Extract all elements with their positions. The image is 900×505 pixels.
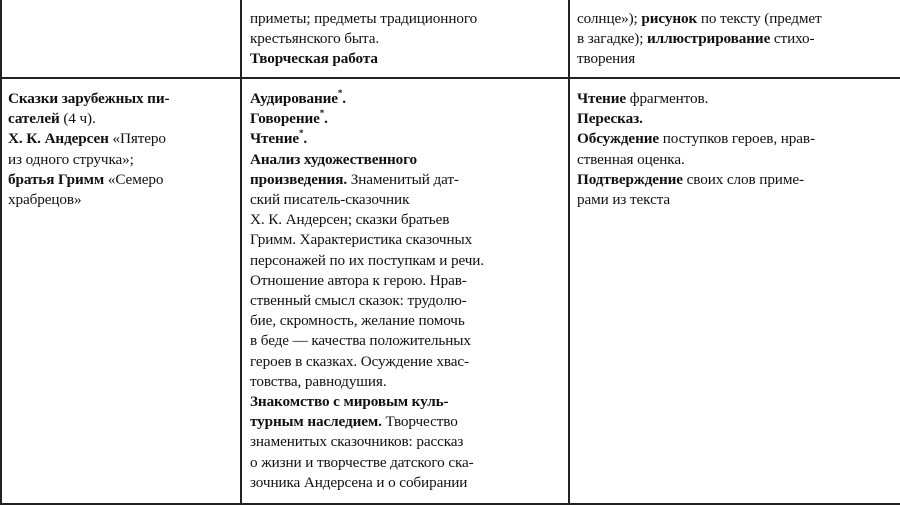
analysis-heading-cont: произведения.	[250, 170, 348, 188]
text-line: персонажей по их поступкам и речи.	[250, 251, 485, 269]
row2-col3-cell	[577, 89, 815, 210]
text-line	[250, 412, 484, 432]
reading-term: Чтение	[250, 130, 299, 148]
text-line	[577, 129, 815, 149]
text-fragment: Творчество	[381, 413, 458, 431]
text-line	[8, 129, 169, 149]
text-fragment: солнце»);	[577, 10, 642, 27]
author-grimm: братья Гримм	[8, 170, 105, 188]
text-line: о жизни и творчестве датского ска-	[250, 453, 474, 471]
author-andersen: Х. К. Андерсен	[8, 130, 109, 148]
heritage-heading-cont: турным наследием.	[250, 413, 382, 431]
illustrating-term: иллюстрирование	[647, 30, 771, 48]
text-line: рами из текста	[577, 191, 671, 209]
row1-col3-cell	[577, 9, 822, 70]
text-fragment: поступков героев, нрав-	[659, 130, 815, 148]
footnote-star: *	[319, 108, 325, 119]
section-title: Сказки зарубежных пи-	[8, 90, 170, 107]
listening-term: Аудирование	[250, 90, 338, 107]
retelling-term: Пересказ.	[577, 110, 643, 128]
period: .	[303, 130, 308, 148]
discussion-term: Обсуждение	[577, 130, 660, 148]
text-line: приметы; предметы традиционного	[250, 10, 478, 27]
footnote-star: *	[299, 128, 304, 139]
row2-col1-cell	[8, 89, 169, 210]
text-line: Х. К. Андерсен; сказки братьев	[250, 211, 450, 229]
text-line	[577, 29, 822, 49]
text-line: ственная оценка.	[577, 150, 685, 168]
text-line	[577, 89, 815, 109]
text-line: товства, равнодушия.	[250, 372, 387, 390]
text-line	[250, 129, 484, 149]
text-fragment: в загадке);	[577, 30, 648, 48]
column-divider-left	[0, 0, 2, 505]
text-line	[250, 392, 484, 412]
text-line: ственный смысл сказок: трудолю-	[250, 292, 467, 310]
text-line	[250, 109, 484, 129]
text-line: крестьянского быта.	[250, 30, 380, 48]
work-title: «Семеро	[104, 170, 164, 188]
heritage-heading: Знакомство с мировым куль-	[250, 393, 449, 411]
text-line	[8, 109, 169, 129]
speaking-term: Говорение	[250, 110, 320, 128]
row2-col2-cell	[250, 89, 484, 493]
column-divider-2	[568, 0, 570, 505]
period: .	[342, 90, 346, 107]
text-line-bold	[250, 49, 477, 69]
text-line: храбрецов»	[8, 191, 82, 209]
text-line	[250, 89, 484, 109]
section-title-cont: сателей	[8, 110, 60, 128]
text-line: Отношение автора к герою. Нрав-	[250, 271, 467, 289]
hours-count: (4 ч).	[59, 110, 96, 128]
text-line	[577, 109, 815, 129]
period: .	[324, 110, 328, 128]
text-line: знаменитых сказочников: рассказ	[250, 433, 464, 451]
row-divider	[0, 77, 900, 79]
row1-col2-cell	[250, 9, 477, 70]
text-fragment: по тексту (предмет	[697, 10, 822, 27]
text-line: из одного стручка»;	[8, 150, 134, 168]
text-line	[8, 89, 169, 109]
text-fragment: своих слов приме-	[682, 170, 804, 188]
text-line: бие, скромность, желание помочь	[250, 312, 465, 330]
work-title: «Пятеро	[108, 130, 166, 148]
text-line: Гримм. Характеристика сказочных	[250, 231, 473, 249]
creative-work-heading: Творческая работа	[250, 50, 378, 68]
drawing-term: рисунок	[641, 10, 698, 27]
text-line: ский писатель-сказочник	[250, 191, 410, 209]
text-line: творения	[577, 50, 636, 68]
text-line	[577, 170, 815, 190]
analysis-heading: Анализ художественного	[250, 150, 418, 168]
reading-term: Чтение	[577, 90, 626, 107]
text-fragment: фрагментов.	[626, 90, 709, 107]
column-divider-1	[240, 0, 242, 505]
confirmation-term: Подтверждение	[577, 170, 683, 188]
text-line	[250, 170, 484, 190]
text-line	[577, 9, 822, 29]
table-bottom-border	[0, 503, 900, 505]
text-line	[8, 170, 169, 190]
footnote-star: *	[337, 87, 343, 98]
text-line: героев в сказках. Осуждение хвас-	[250, 352, 469, 370]
text-line: в беде — качества положительных	[250, 332, 471, 350]
text-line: зочника Андерсена и о собирании	[250, 473, 468, 491]
text-line	[250, 150, 484, 170]
text-fragment: стихо-	[770, 30, 815, 48]
text-fragment: Знаменитый дат-	[347, 170, 459, 188]
